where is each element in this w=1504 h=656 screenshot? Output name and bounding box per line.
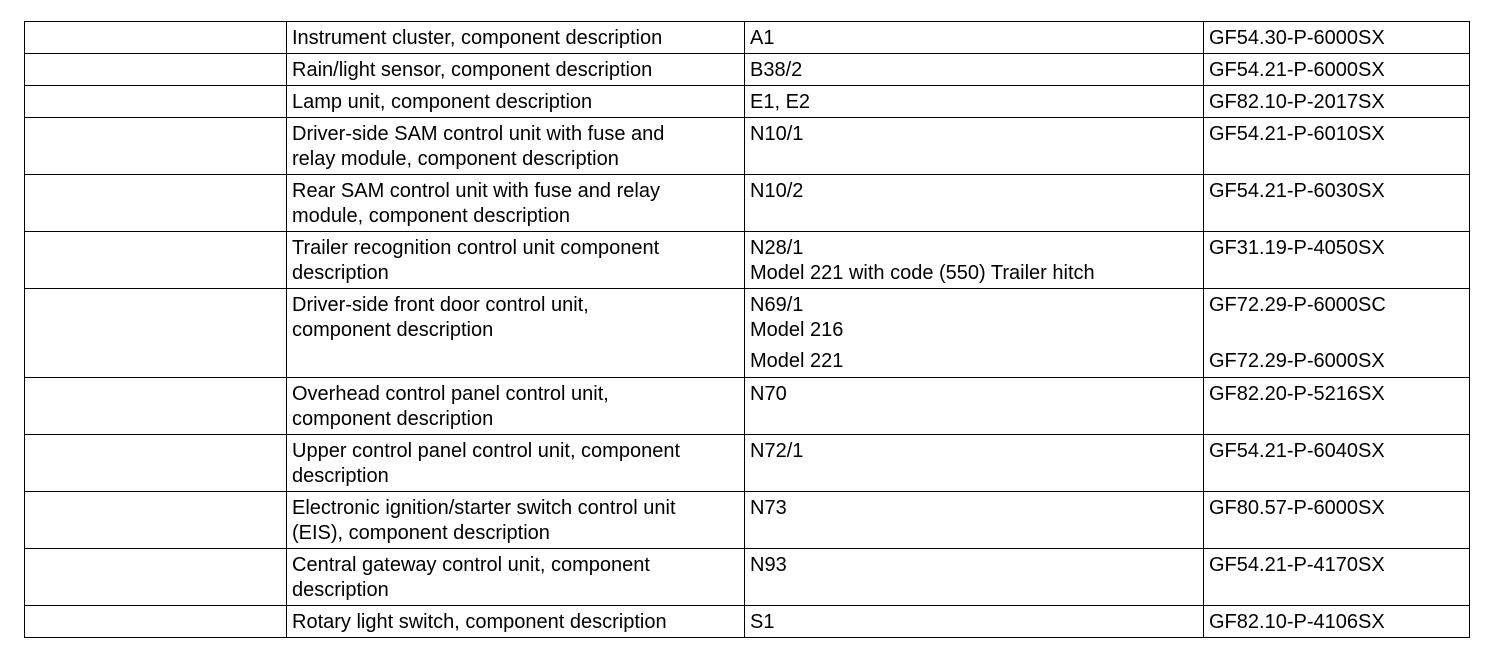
- document-cell: [1204, 232, 1470, 289]
- description-text: module, component description: [292, 205, 570, 227]
- description-cell: [287, 54, 745, 86]
- document-cell: [1204, 606, 1470, 638]
- document-number: GF82.10-P-4106SX: [1209, 611, 1385, 633]
- component-cell: [745, 175, 1204, 232]
- document-cell: [1204, 378, 1470, 435]
- document-number: GF54.21-P-4170SX: [1209, 554, 1385, 576]
- component-code: N72/1: [750, 440, 804, 462]
- component-description-table: [24, 21, 1470, 638]
- component-code: N10/2: [750, 180, 804, 202]
- component-cell: [745, 492, 1204, 549]
- document-number: GF54.21-P-6030SX: [1209, 180, 1385, 202]
- description-cell: [287, 86, 745, 118]
- table-row: [25, 378, 1470, 435]
- empty-cell: [25, 289, 287, 378]
- document-number: GF54.21-P-6000SX: [1209, 59, 1385, 81]
- empty-cell: [25, 606, 287, 638]
- document-cell: [1204, 86, 1470, 118]
- component-code: N28/1: [750, 237, 804, 259]
- table-row: [25, 232, 1470, 289]
- description-text: Lamp unit, component description: [292, 91, 593, 113]
- empty-cell: [25, 378, 287, 435]
- empty-cell: [25, 118, 287, 175]
- empty-cell: [25, 22, 287, 54]
- empty-cell: [25, 54, 287, 86]
- component-code: N93: [750, 554, 787, 576]
- description-text: Trailer recognition control unit component: [292, 237, 660, 259]
- document-cell: [1204, 175, 1470, 232]
- component-code: N10/1: [750, 123, 804, 145]
- document-cell: [1204, 492, 1470, 549]
- empty-cell: [25, 492, 287, 549]
- table-row: [25, 492, 1470, 549]
- description-text: component description: [292, 319, 494, 341]
- document-cell: [1204, 289, 1470, 378]
- document-number: GF54.21-P-6010SX: [1209, 123, 1385, 145]
- description-text: Driver-side SAM control unit with fuse and: [292, 123, 665, 145]
- document-number: GF54.30-P-6000SX: [1209, 27, 1385, 49]
- component-cell: [745, 289, 1204, 378]
- description-cell: [287, 549, 745, 606]
- description-text: Rotary light switch, component description: [292, 611, 667, 633]
- description-cell: [287, 378, 745, 435]
- component-code: A1: [750, 27, 775, 49]
- component-cell: [745, 22, 1204, 54]
- empty-cell: [25, 435, 287, 492]
- description-text: Rear SAM control unit with fuse and relay: [292, 180, 660, 202]
- description-text: description: [292, 579, 389, 601]
- description-text: relay module, component description: [292, 148, 619, 170]
- description-text: Rain/light sensor, component description: [292, 59, 653, 81]
- description-cell: [287, 435, 745, 492]
- table-row: [25, 175, 1470, 232]
- table-row: [25, 86, 1470, 118]
- document-cell: [1204, 435, 1470, 492]
- document-cell: [1204, 118, 1470, 175]
- document-number: GF80.57-P-6000SX: [1209, 497, 1385, 519]
- table-row: [25, 435, 1470, 492]
- component-cell: [745, 86, 1204, 118]
- component-note: Model 221: [750, 350, 844, 372]
- document-number: GF82.10-P-2017SX: [1209, 91, 1385, 113]
- component-code: B38/2: [750, 59, 803, 81]
- table-row: [25, 118, 1470, 175]
- description-cell: [287, 289, 745, 378]
- document-number: GF72.29-P-6000SX: [1209, 350, 1385, 372]
- document-cell: [1204, 54, 1470, 86]
- empty-cell: [25, 232, 287, 289]
- empty-cell: [25, 549, 287, 606]
- component-cell: [745, 378, 1204, 435]
- table-row: [25, 606, 1470, 638]
- component-cell: [745, 606, 1204, 638]
- component-code: N73: [750, 497, 787, 519]
- component-note: Model 216: [750, 319, 844, 341]
- description-cell: [287, 22, 745, 54]
- description-text: description: [292, 465, 389, 487]
- empty-cell: [25, 86, 287, 118]
- component-code: N69/1: [750, 294, 804, 316]
- description-cell: [287, 232, 745, 289]
- description-cell: [287, 118, 745, 175]
- document-number: GF72.29-P-6000SC: [1209, 294, 1386, 316]
- component-cell: [745, 54, 1204, 86]
- description-text: Central gateway control unit, component: [292, 554, 650, 576]
- description-text: Driver-side front door control unit,: [292, 294, 589, 316]
- description-text: description: [292, 262, 389, 284]
- description-text: component description: [292, 408, 494, 430]
- component-cell: [745, 435, 1204, 492]
- empty-cell: [25, 175, 287, 232]
- description-text: Electronic ignition/starter switch control unit: [292, 497, 676, 519]
- description-text: (EIS), component description: [292, 522, 550, 544]
- component-note: Model 221 with code (550) Trailer hitch: [750, 262, 1095, 284]
- description-text: Upper control panel control unit, component: [292, 440, 681, 462]
- component-code: S1: [750, 611, 775, 633]
- description-text: Overhead control panel control unit,: [292, 383, 609, 405]
- table-row: [25, 549, 1470, 606]
- description-cell: [287, 492, 745, 549]
- component-code: N70: [750, 383, 787, 405]
- description-text: Instrument cluster, component description: [292, 27, 663, 49]
- document-number: GF82.20-P-5216SX: [1209, 383, 1385, 405]
- document-number: GF54.21-P-6040SX: [1209, 440, 1385, 462]
- description-cell: [287, 606, 745, 638]
- description-cell: [287, 175, 745, 232]
- component-code: E1, E2: [750, 91, 811, 113]
- table-row: [25, 289, 1470, 378]
- document-cell: [1204, 22, 1470, 54]
- component-cell: [745, 549, 1204, 606]
- table-row: [25, 54, 1470, 86]
- document-number: GF31.19-P-4050SX: [1209, 237, 1385, 259]
- document-cell: [1204, 549, 1470, 606]
- table-row: [25, 22, 1470, 54]
- component-cell: [745, 118, 1204, 175]
- component-cell: [745, 232, 1204, 289]
